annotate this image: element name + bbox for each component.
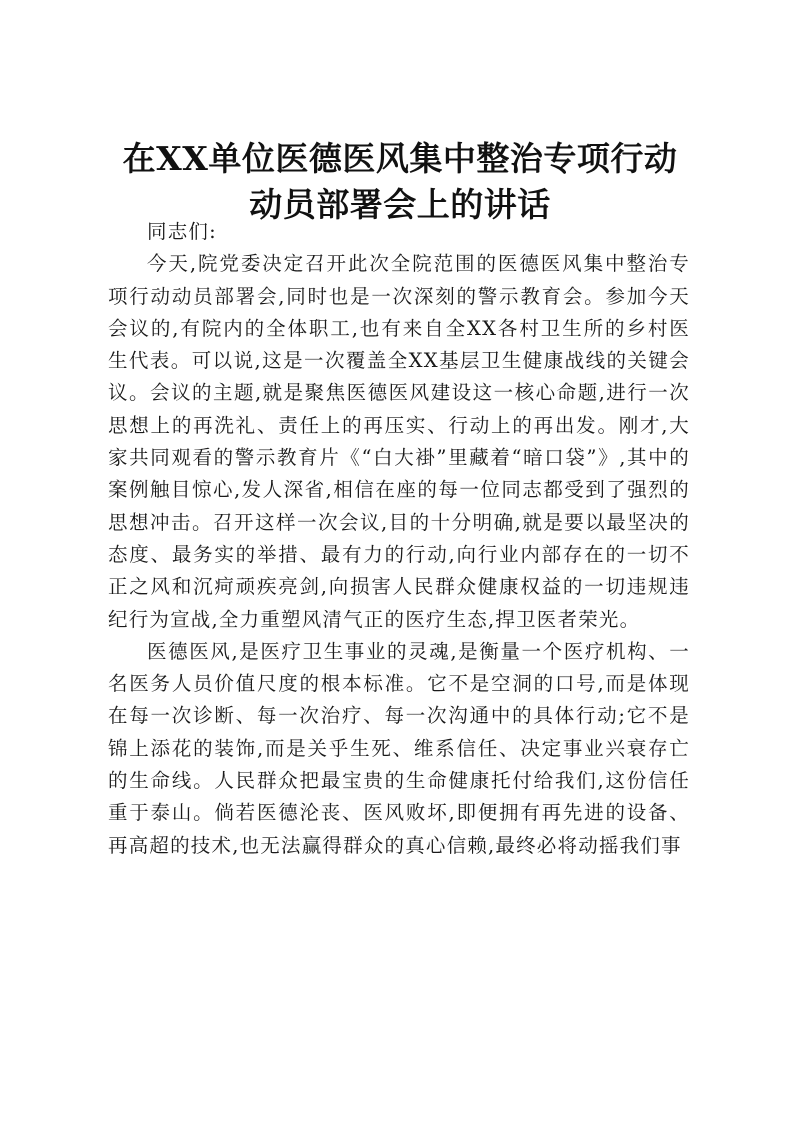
salutation: 同志们: [147,220,217,243]
title-line-1: 在XX单位医德医风集中整治专项行动 [122,139,678,178]
document-body [108,216,690,862]
paragraph-1: 今天,院党委决定召开此次全院范围的医德医风集中整治专项行动动员部署会,同时也是一次深刻的警示教育会。参加今天会议的,有院内的全体职工,也有来自全XX各村卫生所的乡村医生代表。可以说,这是一次覆盖全XX基层卫生健康战线的关键会议。会议的主题,就是聚焦医德医风建设这一核心命题,进行一次思想上的再洗礼、责任上的再压实、行动上的再出发。刚才,大家共同观看的警示教育片《“白大褂”里藏着“暗口袋”》,其中的案例触目惊心,发人深省,相信在座的每一位同志都受到了强烈的思想冲击。召开这样一次会议,目的十分明确,就是要以最坚决的态度、最务实的举措、最有力的行动,向行业内部存在的一切不正之风和沉疴顽疾亮剑,向损害人民群众健康权益的一切违规违纪行为宣战,全力重塑风清气正的医疗生态,捍卫医者荣光。 [108,252,690,631]
document-title [100,136,700,228]
paragraph-2: 医德医风,是医疗卫生事业的灵魂,是衡量一个医疗机构、一名医务人员价值尺度的根本标准。它不是空洞的口号,而是体现在每一次诊断、每一次治疗、每一次沟通中的具体行动;它不是锦上添花的装饰,而是关乎生死、维系信任、决定事业兴衰存亡的生命线。人民群众把最宝贵的生命健康托付给我们,这份信任重于泰山。倘若医德沦丧、医风败坏,即便拥有再先进的设备、再高超的技术,也无法赢得群众的真心信赖,最终必将动摇我们事 [108,639,690,857]
title-line-2: 动员部署会上的讲话 [249,185,551,224]
